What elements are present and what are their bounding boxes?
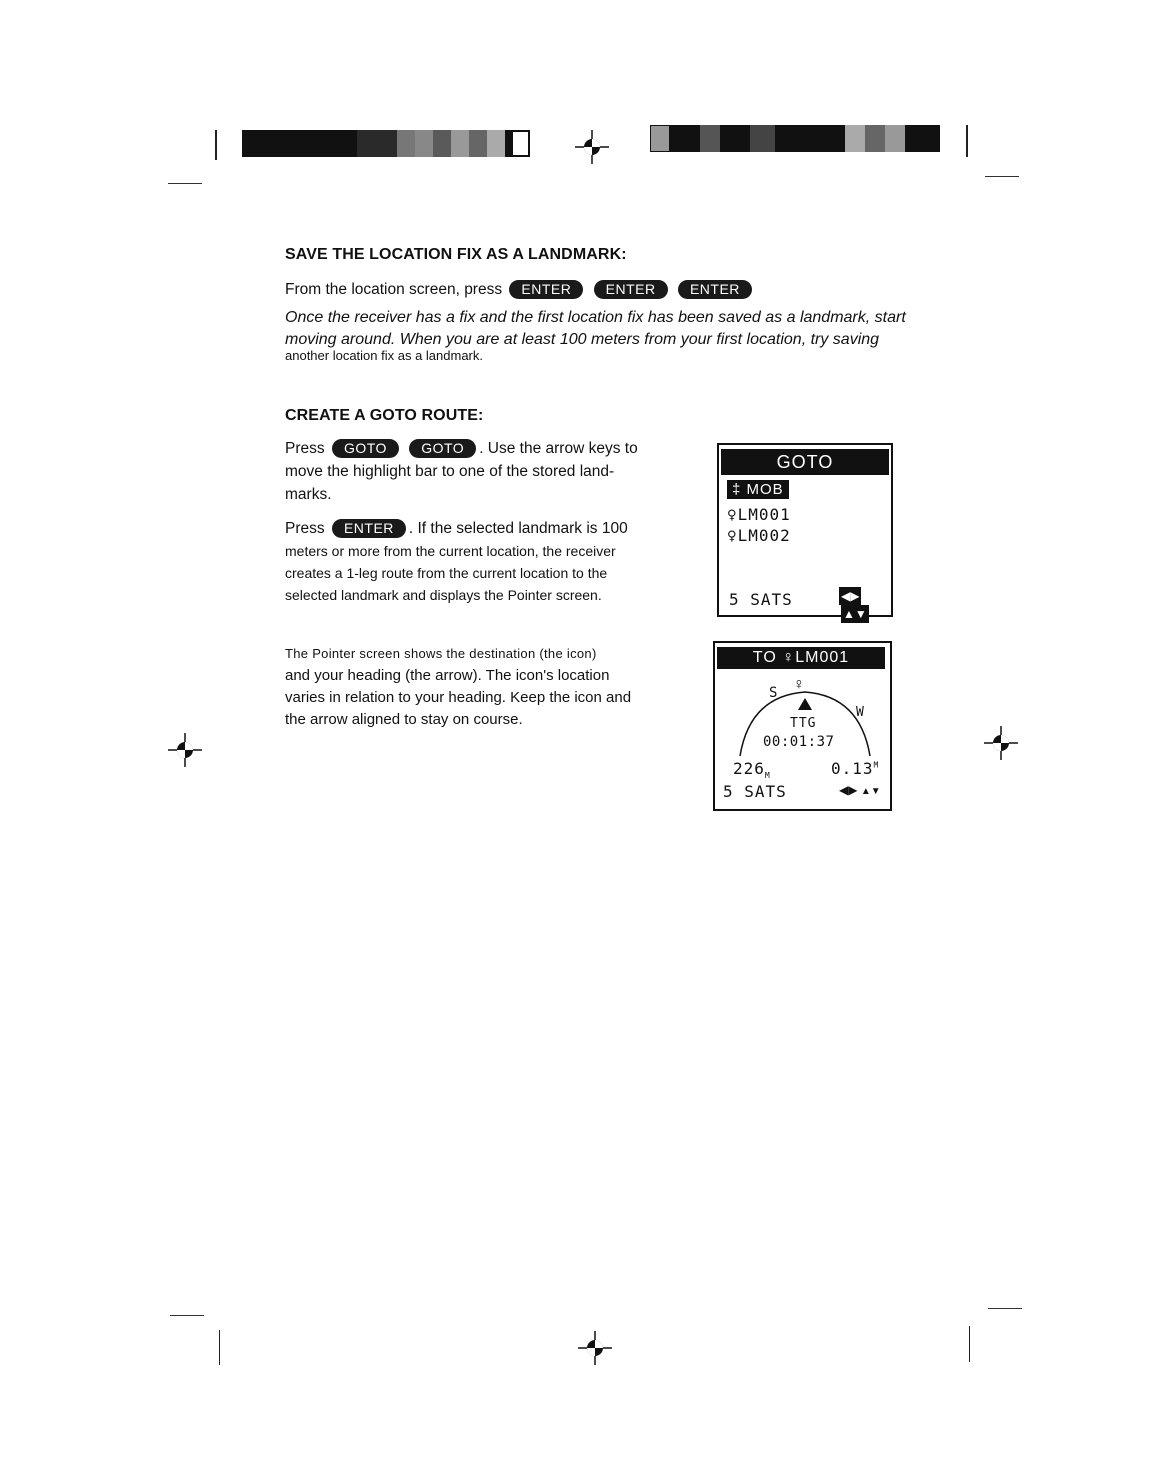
registration-mark-left — [168, 733, 202, 767]
enter-key-3: ENTER — [678, 280, 752, 299]
pointer-screen — [713, 641, 892, 811]
bearing-readout: $226_M$ — [733, 759, 771, 781]
registration-bar-right — [650, 125, 940, 152]
pointer-screen-title: TO ♀LM001 — [717, 647, 885, 669]
goto-nav-icons — [839, 587, 891, 623]
note-line-3: another location fix as a landmark. — [285, 348, 483, 363]
ttg-value: 00:01:37 — [763, 734, 835, 750]
enter-key-1: ENTER — [509, 280, 583, 299]
goto-screen — [717, 443, 893, 621]
note-line-1: Once the receiver has a fix and the first location fix has been saved as a landmark, start — [285, 309, 906, 326]
left-right-arrow-icon: ◀▶ — [839, 783, 858, 797]
section-heading-save-landmark: SAVE THE LOCATION FIX AS A LANDMARK: — [285, 246, 627, 263]
crop-mark-right-horizontal — [985, 176, 1019, 177]
para2-rest: . If the selected landmark is 100 — [408, 520, 628, 537]
enter-key-2: ENTER — [594, 280, 668, 299]
heading-arrow-icon — [798, 698, 812, 710]
pointer-status-sats: 5 SATS — [723, 782, 787, 801]
crop-mark-right-top — [966, 125, 968, 157]
registration-bar-left — [242, 130, 532, 157]
save-landmark-note — [285, 307, 925, 361]
para1-rest: . Use the arrow keys to — [479, 440, 638, 457]
crop-mark-right-bottom — [969, 1326, 970, 1362]
destination-icon: ♀ — [793, 676, 806, 693]
crop-mark-bottom-left — [170, 1315, 204, 1316]
crop-mark-bottom-right — [988, 1308, 1022, 1309]
registration-mark-top — [575, 130, 609, 164]
distance-readout: $0.13^M$ — [831, 759, 880, 778]
para3-line-4: the arrow aligned to stay on course. — [285, 711, 523, 728]
ttg-label: TTG — [790, 716, 817, 731]
pointer-paragraph — [285, 643, 675, 731]
goto-screen-title: GOTO — [721, 449, 889, 475]
left-right-arrow-icon: ◀▶ — [841, 589, 860, 603]
landmark-icon: ♀ — [727, 505, 738, 524]
crop-mark-left-bottom — [219, 1330, 220, 1365]
goto-key-1: GOTO — [332, 439, 399, 458]
up-down-arrow-icon: ▲▼ — [860, 786, 881, 797]
enter-key-goto: ENTER — [332, 519, 406, 538]
para2-line-2: meters or more from the current location, the receiver — [285, 543, 616, 559]
compass-w-label: W — [856, 705, 865, 720]
goto-paragraph-1 — [285, 437, 665, 506]
para1-line-2: move the highlight bar to one of the stored land- — [285, 463, 615, 480]
para3-line-2: and your heading (the arrow). The icon's location — [285, 667, 610, 684]
goto-status-sats: 5 SATS — [729, 590, 793, 609]
registration-mark-bottom — [578, 1331, 612, 1365]
crop-mark-left-top — [215, 130, 217, 160]
goto-item-lm001[interactable]: ♀LM001 — [727, 505, 791, 524]
para2-line-3: creates a 1-leg route from the current location to the — [285, 565, 608, 581]
goto-item-lm002[interactable]: ♀LM002 — [727, 526, 791, 545]
goto-paragraph-2 — [285, 517, 665, 606]
para1-line-3: marks. — [285, 486, 332, 503]
crop-mark-left-horizontal — [168, 183, 202, 184]
registration-mark-right — [984, 726, 1018, 760]
press-label: Press — [285, 440, 325, 457]
para3-line-3: varies in relation to your heading. Keep the icon and — [285, 689, 632, 706]
press-label-2: Press — [285, 520, 325, 537]
save-landmark-instruction — [285, 278, 755, 301]
goto-key-2: GOTO — [409, 439, 476, 458]
para2-line-4: selected landmark and displays the Pointer screen. — [285, 587, 602, 603]
pointer-nav-icons — [839, 783, 881, 797]
instruction-prefix: From the location screen, press — [285, 281, 503, 298]
compass-s-label: S — [769, 685, 779, 701]
mob-icon: ‡ — [732, 481, 742, 498]
para3-line-1: The Pointer screen shows the destination (the icon) — [285, 646, 597, 661]
landmark-icon: ♀ — [727, 526, 738, 545]
note-line-2: moving around. When you are at least 100 meters from your first location, try saving — [285, 331, 880, 348]
up-down-arrow-icon: ▲▼ — [843, 607, 867, 621]
goto-item-mob[interactable]: ‡ MOB — [727, 481, 789, 499]
section-heading-goto-route: CREATE A GOTO ROUTE: — [285, 407, 484, 424]
